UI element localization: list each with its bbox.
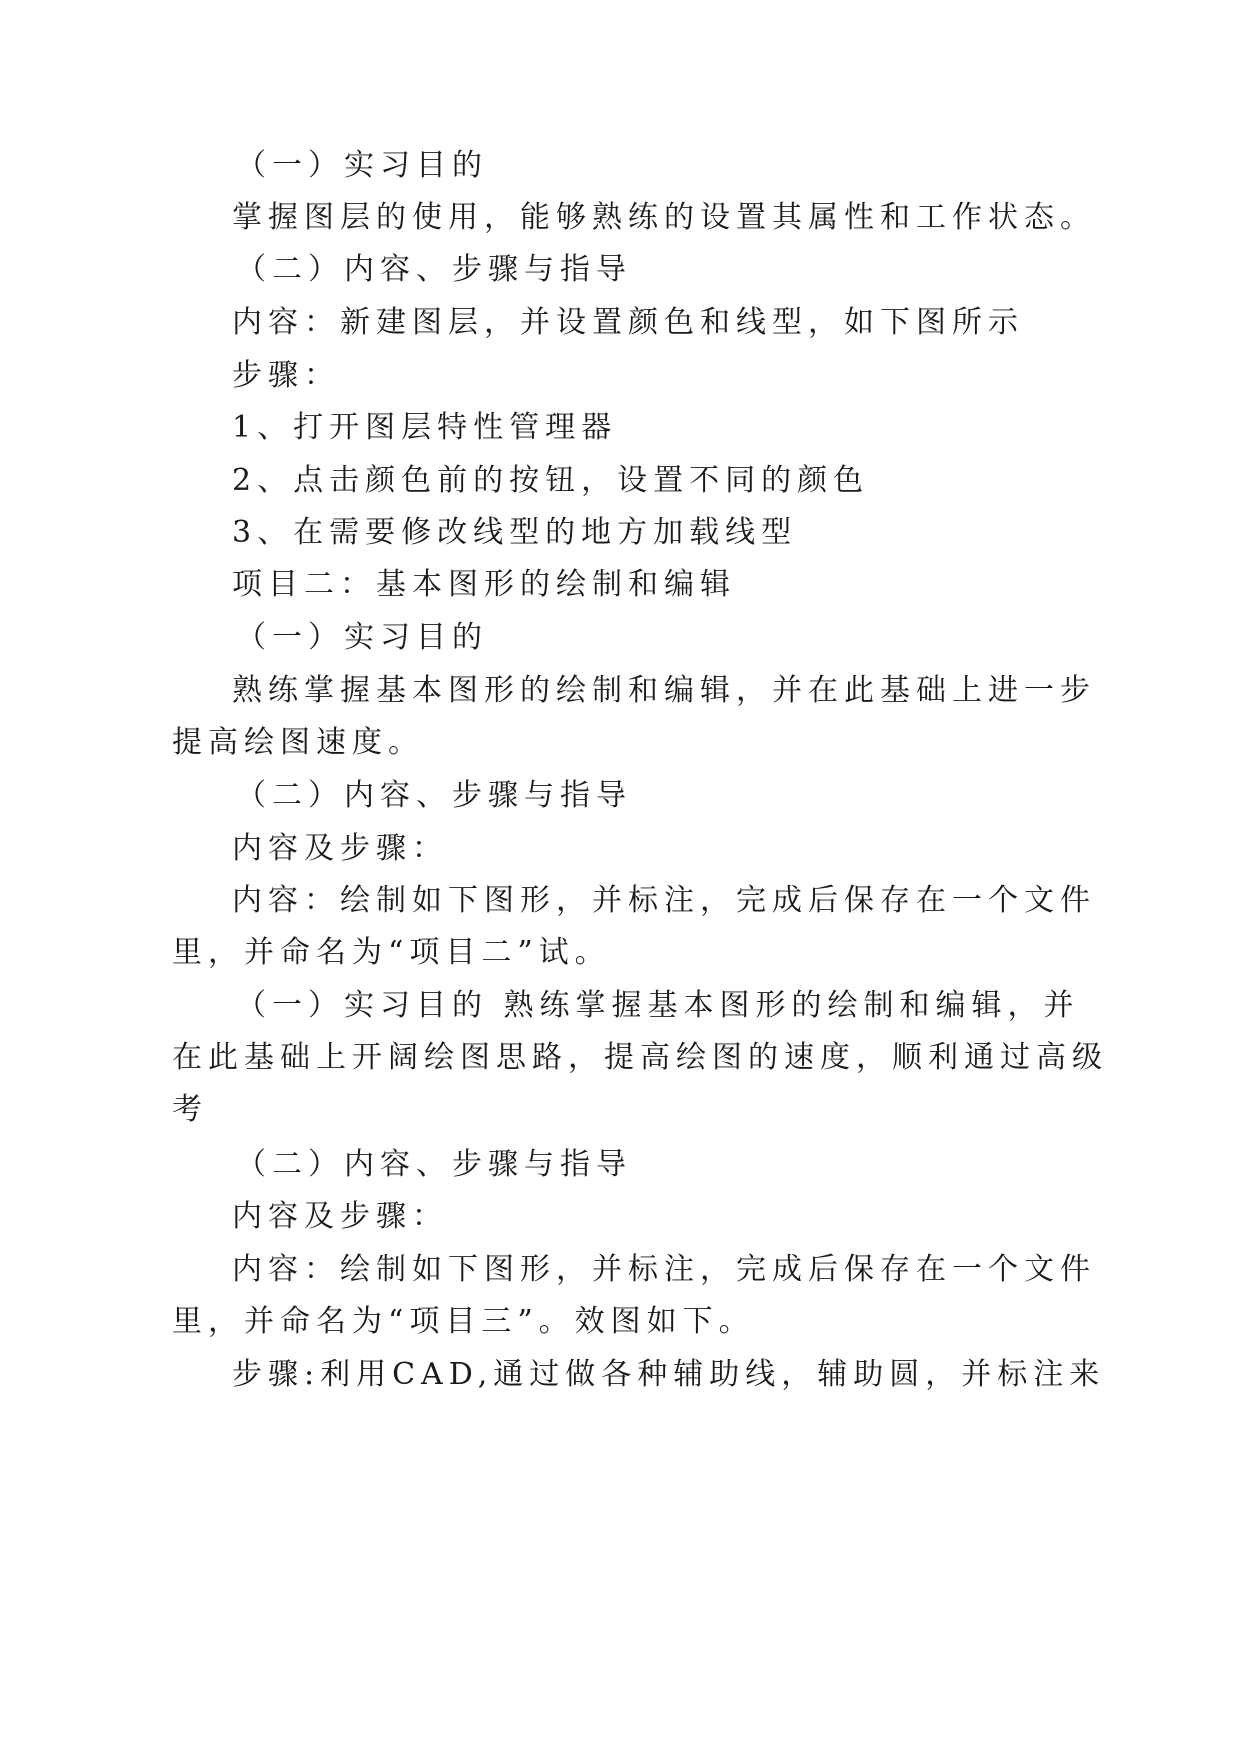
paragraph-line: 掌握图层的使用，能够熟练的设置其属性和工作状态。 [232,200,1096,235]
paragraph-line: 熟练掌握基本图形的绘制和编辑，并在此基础上进一步 [232,673,1096,708]
steps-label: 步骤： [232,358,340,393]
project-heading: 项目二：基本图形的绘制和编辑 [232,567,736,602]
paragraph-line: 里，并命名为“项目三”。效图如下。 [172,1304,755,1339]
paragraph-line: 里，并命名为“项目二”试。 [172,935,611,970]
paragraph-line: 在此基础上开阔绘图思路，提高绘图的速度，顺利通过高级 [172,1040,1108,1075]
step-item: 3、在需要修改线型的地方加载线型 [232,515,798,550]
section-heading-content: （二）内容、步骤与指导 [236,1147,632,1182]
paragraph-line: 步骤:利用CAD,通过做各种辅助线，辅助圆，并标注来 [232,1357,1106,1392]
paragraph-line: 内容及步骤： [232,831,448,866]
section-heading-content: （二）内容、步骤与指导 [236,252,632,287]
paragraph-line: （一）实习目的 熟练掌握基本图形的绘制和编辑，并 [236,988,1080,1023]
section-heading-content: （二）内容、步骤与指导 [236,778,632,813]
paragraph-line: 提高绘图速度。 [172,725,424,760]
section-heading-purpose: （一）实习目的 [236,620,488,655]
paragraph-line: 内容：绘制如下图形，并标注，完成后保存在一个文件 [232,1252,1096,1287]
step-item: 1、打开图层特性管理器 [232,410,618,445]
paragraph-line: 内容及步骤： [232,1199,448,1234]
paragraph-line: 内容：新建图层，并设置颜色和线型，如下图所示 [232,305,1024,340]
step-item: 2、点击颜色前的按钮，设置不同的颜色 [232,463,870,498]
section-heading-purpose: （一）实习目的 [236,148,488,183]
paragraph-line: 考 [172,1092,208,1127]
paragraph-line: 内容：绘制如下图形，并标注，完成后保存在一个文件 [232,883,1096,918]
